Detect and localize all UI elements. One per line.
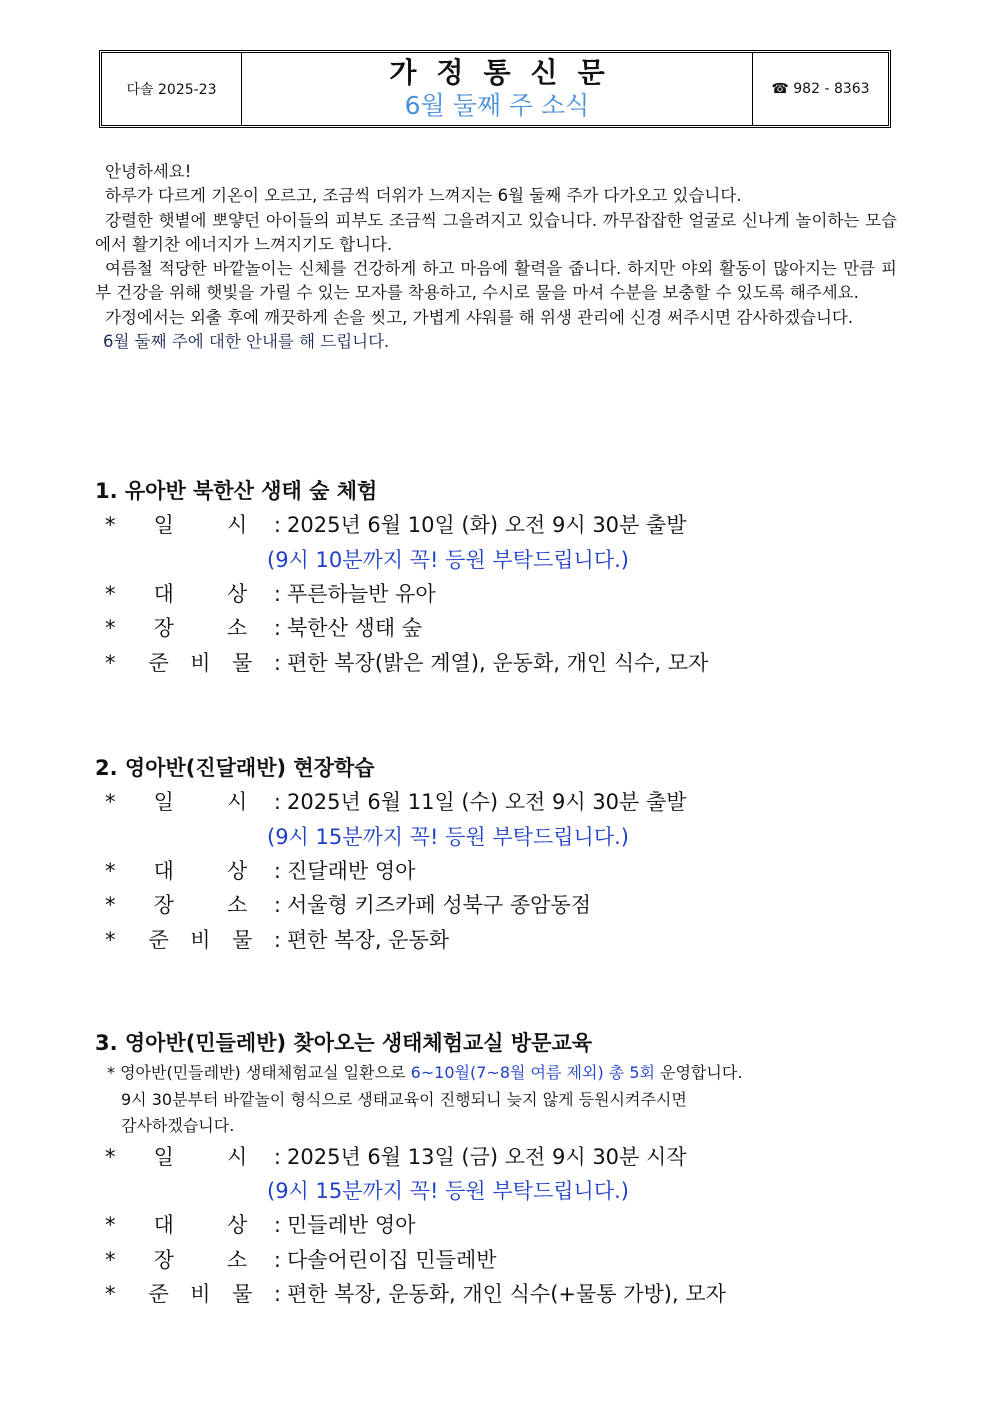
row-label: 물 bbox=[232, 927, 253, 952]
row-label: : bbox=[273, 893, 281, 917]
description-text: 감사하겠습니다. bbox=[121, 1116, 235, 1135]
row-label bbox=[95, 888, 281, 923]
header-table bbox=[99, 50, 891, 128]
section-2 bbox=[95, 751, 895, 957]
arrival-note: (9시 15분까지 꼭! 등원 부탁드립니다.) bbox=[267, 1179, 629, 1203]
date-row bbox=[95, 1140, 895, 1175]
row-value: 푸른하늘반 유아 bbox=[287, 581, 436, 606]
section-1 bbox=[95, 474, 895, 680]
row-label: 준 bbox=[148, 1282, 169, 1306]
row-value: 2025년 6월 11일 (수) 오전 9시 30분 출발 bbox=[287, 790, 687, 814]
intro-paragraph: 여름철 적당한 바깥놀이는 신체를 건강하게 하고 마음에 활력을 줍니다. 하지만 야외 활동이 많아지는 만큼 피부 건강을 위해 햇빛을 가릴 수 있는 모자를 착용하고, 수시로 물을 마셔 수분을 보충할 수 있도록 해주세요. bbox=[95, 259, 897, 303]
date-row bbox=[95, 508, 895, 543]
row-label: 일 bbox=[153, 790, 174, 814]
description-text: 운영합니다. bbox=[660, 1063, 743, 1082]
intro-paragraph: 강렬한 햇볕에 뽀얗던 아이들의 피부도 조금씩 그을려지고 있습니다. 까무잡잡한 얼굴로 신나게 놀이하는 모습에서 활기찬 에너지가 느껴지기도 합니다. bbox=[95, 210, 897, 254]
prep-row bbox=[95, 646, 895, 681]
row-label: : bbox=[273, 1247, 281, 1272]
page-title: 가정통신문 bbox=[389, 56, 625, 89]
date-row bbox=[95, 785, 895, 820]
row-label bbox=[95, 646, 281, 681]
row-value: 편한 복장(밝은 계열), 운동화, 개인 식수, 모자 bbox=[287, 650, 709, 675]
row-label: 소 bbox=[227, 1247, 248, 1272]
row-label: 소 bbox=[227, 616, 248, 640]
row-label: * bbox=[105, 893, 116, 917]
row-label: : bbox=[273, 1213, 281, 1237]
arrival-note: (9시 15분까지 꼭! 등원 부탁드립니다.) bbox=[267, 824, 629, 849]
target-row bbox=[95, 1208, 895, 1243]
row-label: 준 bbox=[148, 927, 169, 952]
place-row bbox=[95, 1243, 895, 1278]
row-value: 북한산 생태 숲 bbox=[287, 616, 423, 640]
row-label: : bbox=[273, 1144, 281, 1169]
row-label: 비 bbox=[190, 650, 211, 675]
row-label: 준 bbox=[148, 650, 169, 675]
row-label bbox=[95, 1140, 281, 1175]
phone-number: ☎ 982 - 8363 bbox=[771, 81, 870, 97]
row-label: 시 bbox=[227, 513, 248, 537]
row-label bbox=[95, 577, 281, 612]
greeting: 안녕하세요! bbox=[105, 162, 192, 181]
row-label: 일 bbox=[153, 1144, 174, 1169]
row-label: 소 bbox=[227, 893, 248, 917]
row-label: : bbox=[273, 513, 281, 537]
row-label: : bbox=[273, 581, 281, 606]
row-label bbox=[95, 854, 281, 889]
prep-row bbox=[95, 1277, 895, 1312]
row-label: 상 bbox=[227, 581, 248, 606]
description-text: * 영아반(민들레반) 생태체험교실 일환으로 bbox=[107, 1063, 406, 1082]
row-value: 서울형 키즈카페 성북구 종암동점 bbox=[287, 893, 592, 917]
row-label: 비 bbox=[190, 1282, 211, 1306]
intro-text bbox=[95, 160, 897, 354]
row-label: 상 bbox=[227, 1213, 248, 1237]
row-label bbox=[95, 1277, 281, 1312]
arrival-note: (9시 10분까지 꼭! 등원 부탁드립니다.) bbox=[267, 547, 629, 572]
row-label: 대 bbox=[153, 858, 174, 883]
row-label: 상 bbox=[227, 858, 248, 883]
row-value: 다솔어린이집 민들레반 bbox=[287, 1247, 497, 1272]
row-label bbox=[95, 611, 281, 646]
issue-number: 다솔 2025-23 bbox=[102, 53, 242, 125]
intro-closing: 6월 둘째 주에 대한 안내를 해 드립니다. bbox=[103, 332, 390, 352]
row-label: * bbox=[105, 513, 116, 537]
row-label: : bbox=[273, 927, 281, 952]
row-value: 2025년 6월 13일 (금) 오전 9시 30분 시작 bbox=[287, 1144, 687, 1169]
section-3 bbox=[95, 1026, 895, 1312]
row-label: * bbox=[105, 650, 116, 675]
row-label: * bbox=[105, 1213, 116, 1237]
intro-paragraph: 가정에서는 외출 후에 깨끗하게 손을 씻고, 가볍게 샤워를 해 위생 관리에 신경 써주시면 감사하겠습니다. bbox=[105, 307, 854, 327]
row-label bbox=[95, 785, 281, 820]
row-label: 물 bbox=[232, 1282, 253, 1306]
target-row bbox=[95, 577, 895, 612]
row-value: 진달래반 영아 bbox=[287, 858, 416, 883]
row-label: * bbox=[105, 1247, 116, 1272]
row-label: * bbox=[105, 790, 116, 814]
row-label: : bbox=[273, 790, 281, 814]
row-label: * bbox=[105, 858, 116, 883]
target-row bbox=[95, 854, 895, 889]
prep-row bbox=[95, 923, 895, 958]
row-value: 민들레반 영아 bbox=[287, 1213, 416, 1237]
intro-paragraph: 하루가 다르게 기온이 오르고, 조금씩 더위가 느껴지는 6월 둘째 주가 다가오고 있습니다. bbox=[105, 186, 742, 206]
row-label: * bbox=[105, 616, 116, 640]
section-heading: 1. 유아반 북한산 생태 숲 체험 bbox=[95, 479, 378, 503]
row-value: 2025년 6월 10일 (화) 오전 9시 30분 출발 bbox=[287, 513, 687, 537]
row-label: 대 bbox=[153, 1213, 174, 1237]
row-label: : bbox=[273, 650, 281, 675]
row-label: : bbox=[273, 616, 281, 640]
row-label: : bbox=[273, 858, 281, 883]
description-text: 6~10월(7~8월 여름 제외) 총 5회 bbox=[410, 1063, 655, 1082]
row-label: 비 bbox=[190, 927, 211, 952]
description-text: 9시 30분부터 바깥놀이 형식으로 생태교육이 진행되니 늦지 않게 등원시켜주시면 bbox=[121, 1089, 687, 1109]
row-label: * bbox=[105, 1144, 116, 1169]
row-label: : bbox=[273, 1282, 281, 1306]
row-value: 편한 복장, 운동화 bbox=[287, 927, 450, 952]
row-label: 물 bbox=[232, 650, 253, 675]
row-label: * bbox=[105, 581, 116, 606]
place-row bbox=[95, 888, 895, 923]
row-value: 편한 복장, 운동화, 개인 식수(+물통 가방), 모자 bbox=[287, 1282, 726, 1306]
row-label bbox=[95, 1243, 281, 1278]
section-description bbox=[95, 1060, 895, 1140]
page-subtitle: 6월 둘째 주 소식 bbox=[404, 91, 590, 120]
row-label: 장 bbox=[153, 1247, 174, 1272]
row-label bbox=[95, 508, 281, 543]
title-cell bbox=[242, 53, 753, 125]
section-heading: 2. 영아반(진달래반) 현장학습 bbox=[95, 756, 375, 780]
row-label: * bbox=[105, 1282, 116, 1306]
place-row bbox=[95, 611, 895, 646]
row-label: 시 bbox=[227, 790, 248, 814]
row-label: 시 bbox=[227, 1144, 248, 1169]
row-label: 일 bbox=[153, 513, 174, 537]
section-heading: 3. 영아반(민들레반) 찾아오는 생태체험교실 방문교육 bbox=[95, 1031, 593, 1055]
row-label: 대 bbox=[153, 581, 174, 606]
row-label: 장 bbox=[153, 893, 174, 917]
row-label: * bbox=[105, 927, 116, 952]
row-label: 장 bbox=[153, 616, 174, 640]
row-label bbox=[95, 923, 281, 958]
row-label bbox=[95, 1208, 281, 1243]
